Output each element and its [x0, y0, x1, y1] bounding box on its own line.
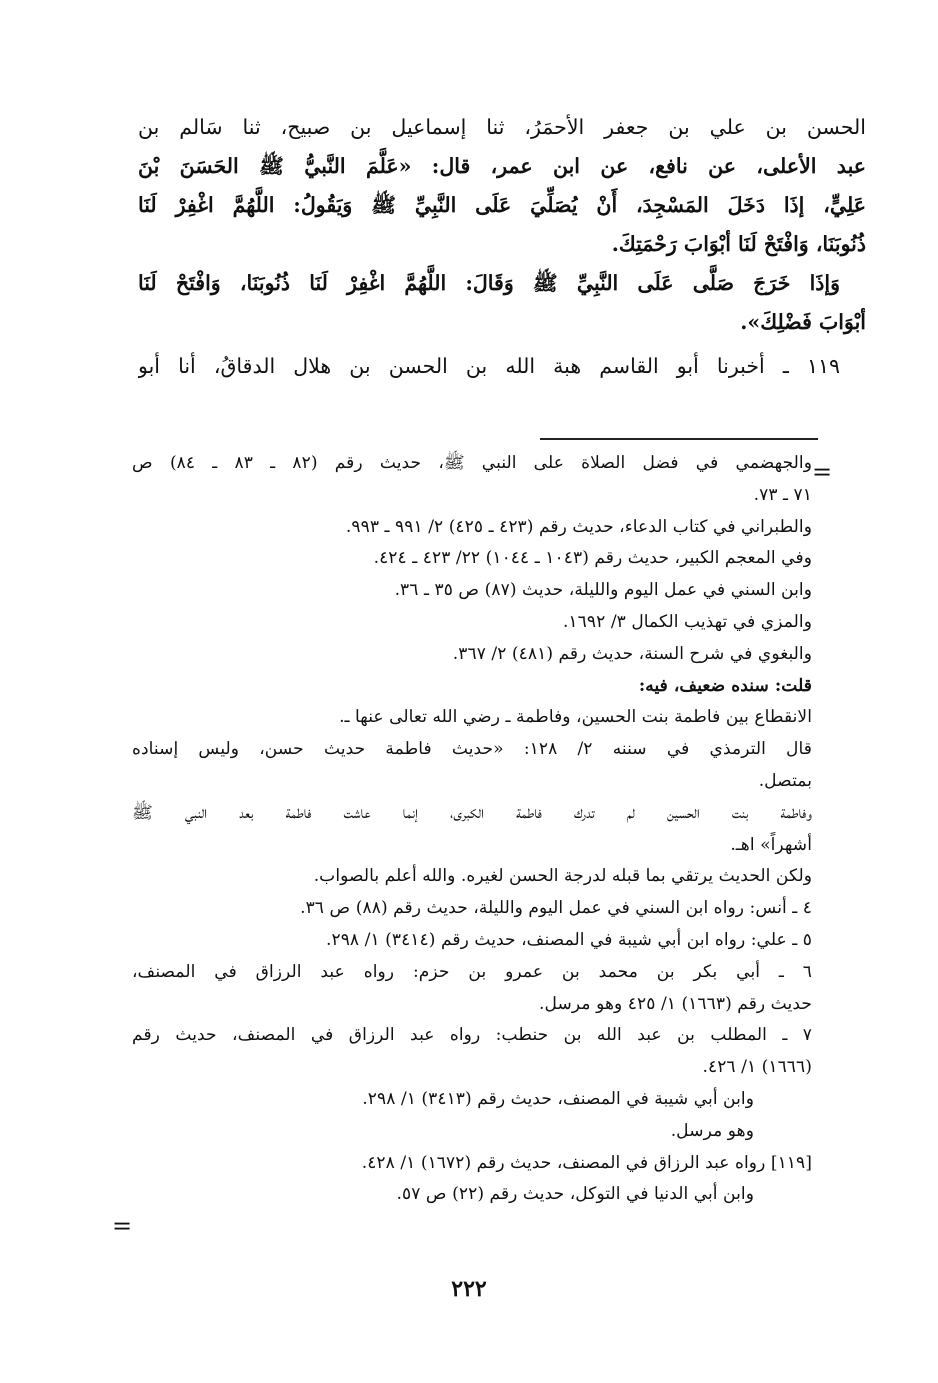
footnote-line: الانقطاع بين فاطمة بنت الحسين، وفاطمة ـ رضي الله تعالى عنها ـ.: [339, 707, 812, 728]
footnote-line: والبغوي في شرح السنة، حديث رقم (٤٨١) ٢/ ٣٦٧.: [452, 643, 812, 664]
main-text: [138, 108, 866, 386]
footnote-line: والطبراني في كتاب الدعاء، حديث رقم (٤٢٣ ـ ٤٢٥) ٢/ ٩٩١ ـ ٩٩٣.: [345, 516, 812, 537]
footnote-line: ٥ ـ علي: رواه ابن أبي شيبة في المصنف، حديث رقم (٣٤١٤) ١/ ٢٩٨.: [326, 929, 812, 950]
main-line: الحسن بن علي بن جعفر الأحمَرُ، ثنا إسماعيل بن صبيح، ثنا سَالم بن: [138, 115, 866, 139]
footnote-line: ٧١ ـ ٧٣.: [753, 484, 812, 505]
footnote-line: وابن أبي الدنيا في التوكل، حديث رقم (٢٢) ص ٥٧.: [396, 1184, 754, 1205]
footnote-line: بمتصل.: [758, 770, 812, 791]
footnote-line: وابن السني في عمل اليوم والليلة، حديث (٨٧) ص ٣٥ ـ ٣٦.: [394, 580, 812, 601]
footnote-line: ٧ ـ المطلب بن عبد الله بن حنطب: رواه عبد الرزاق في المصنف، حديث رقم: [132, 1025, 812, 1046]
main-line: وَإذَا خَرَجَ صَلَّى عَلَى النَّبِيِّ ﷺ وَقَالَ: اللَّهُمَّ اغْفِرْ لَنَا ذُنُوبَنَا، وَافْتَحْ لَنَا: [138, 271, 840, 295]
footnote-line: وفي المعجم الكبير، حديث رقم (١٠٤٣ ـ ١٠٤٤) ٢٢/ ٤٢٣ ـ ٤٢٤.: [373, 548, 812, 569]
footnote-line: ٦ ـ أبي بكر بن محمد بن عمرو بن حزم: رواه عبد الرزاق في المصنف،: [132, 961, 812, 982]
footnote-line: وفاطمة بنت الحسين لم تدرك فاطمة الكبرى، إنما عاشت فاطمة بعد النبي ﷺ: [132, 802, 812, 823]
main-line: أبْوَابَ فَضْلِكَ».: [740, 310, 866, 334]
footnote-line: أشهراً» اهـ.: [730, 834, 812, 855]
footnote-line: ولكن الحديث يرتقي بما قبله لدرجة الحسن لغيره. والله أعلم بالصواب.: [313, 866, 812, 887]
main-line: ذُنُوبَنَا، وَافْتَحْ لَنَا أبْوَابَ رَحْمَتِكَ.: [611, 232, 866, 256]
main-line: عَلِيٍّ، إذَا دَخَلَ المَسْجِدَ، أَنْ يُصَلِّيَ عَلَى النَّبِيِّ ﷺ وَيَقُولُ: اللَّهُمَّ اغْفِرْ لَنَا: [138, 193, 866, 217]
footnote-line: قلت: سنده ضعيف، فيه:: [638, 675, 812, 696]
footnote-line: قال الترمذي في سننه ٢/ ١٢٨: «حديث فاطمة حديث حسن، وليس إسناده: [132, 739, 812, 760]
footnote-line: (١٦٦٦) ١/ ٤٢٦.: [702, 1057, 812, 1078]
continuation-end-mark: =: [112, 1212, 133, 1240]
footnote-line: ٤ ـ أنس: رواه ابن السني في عمل اليوم والليلة، حديث رقم (٨٨) ص ٣٦.: [300, 898, 812, 919]
hadith-119-line: ١١٩ ـ أخبرنا أبو القاسم هبة الله بن الحسن بن هلال الدقاقُ، أنا أبو: [138, 354, 840, 378]
footnote-line: [١١٩] رواه عبد الرزاق في المصنف، حديث رقم (١٦٧٢) ١/ ٤٢٨.: [361, 1152, 812, 1173]
continuation-mark: =: [812, 458, 833, 486]
footnote-line: وابن أبي شيبة في المصنف، حديث رقم (٣٤١٣) ١/ ٢٩٨.: [362, 1088, 754, 1109]
footnotes: [132, 448, 812, 1211]
footnote-line: والجهضمي في فضل الصلاة على النبي ﷺ، حديث رقم (٨٢ ـ ٨٣ ـ ٨٤) ص: [132, 453, 812, 473]
footnote-line: والمزي في تهذيب الكمال ٣/ ١٦٩٢.: [562, 611, 812, 632]
footnote-separator: [540, 438, 818, 440]
footnote-line: وهو مرسل.: [670, 1120, 754, 1141]
main-line: عبد الأعلى، عن نافع، عن ابن عمر، قال: «عَلَّمَ النَّبيُّ ﷺ الحَسَنَ بْنَ: [138, 154, 866, 178]
page-number: ٢٢٢: [451, 1276, 487, 1302]
footnote-line: حديث رقم (١٦٦٣) ١/ ٤٢٥ وهو مرسل.: [539, 993, 812, 1014]
